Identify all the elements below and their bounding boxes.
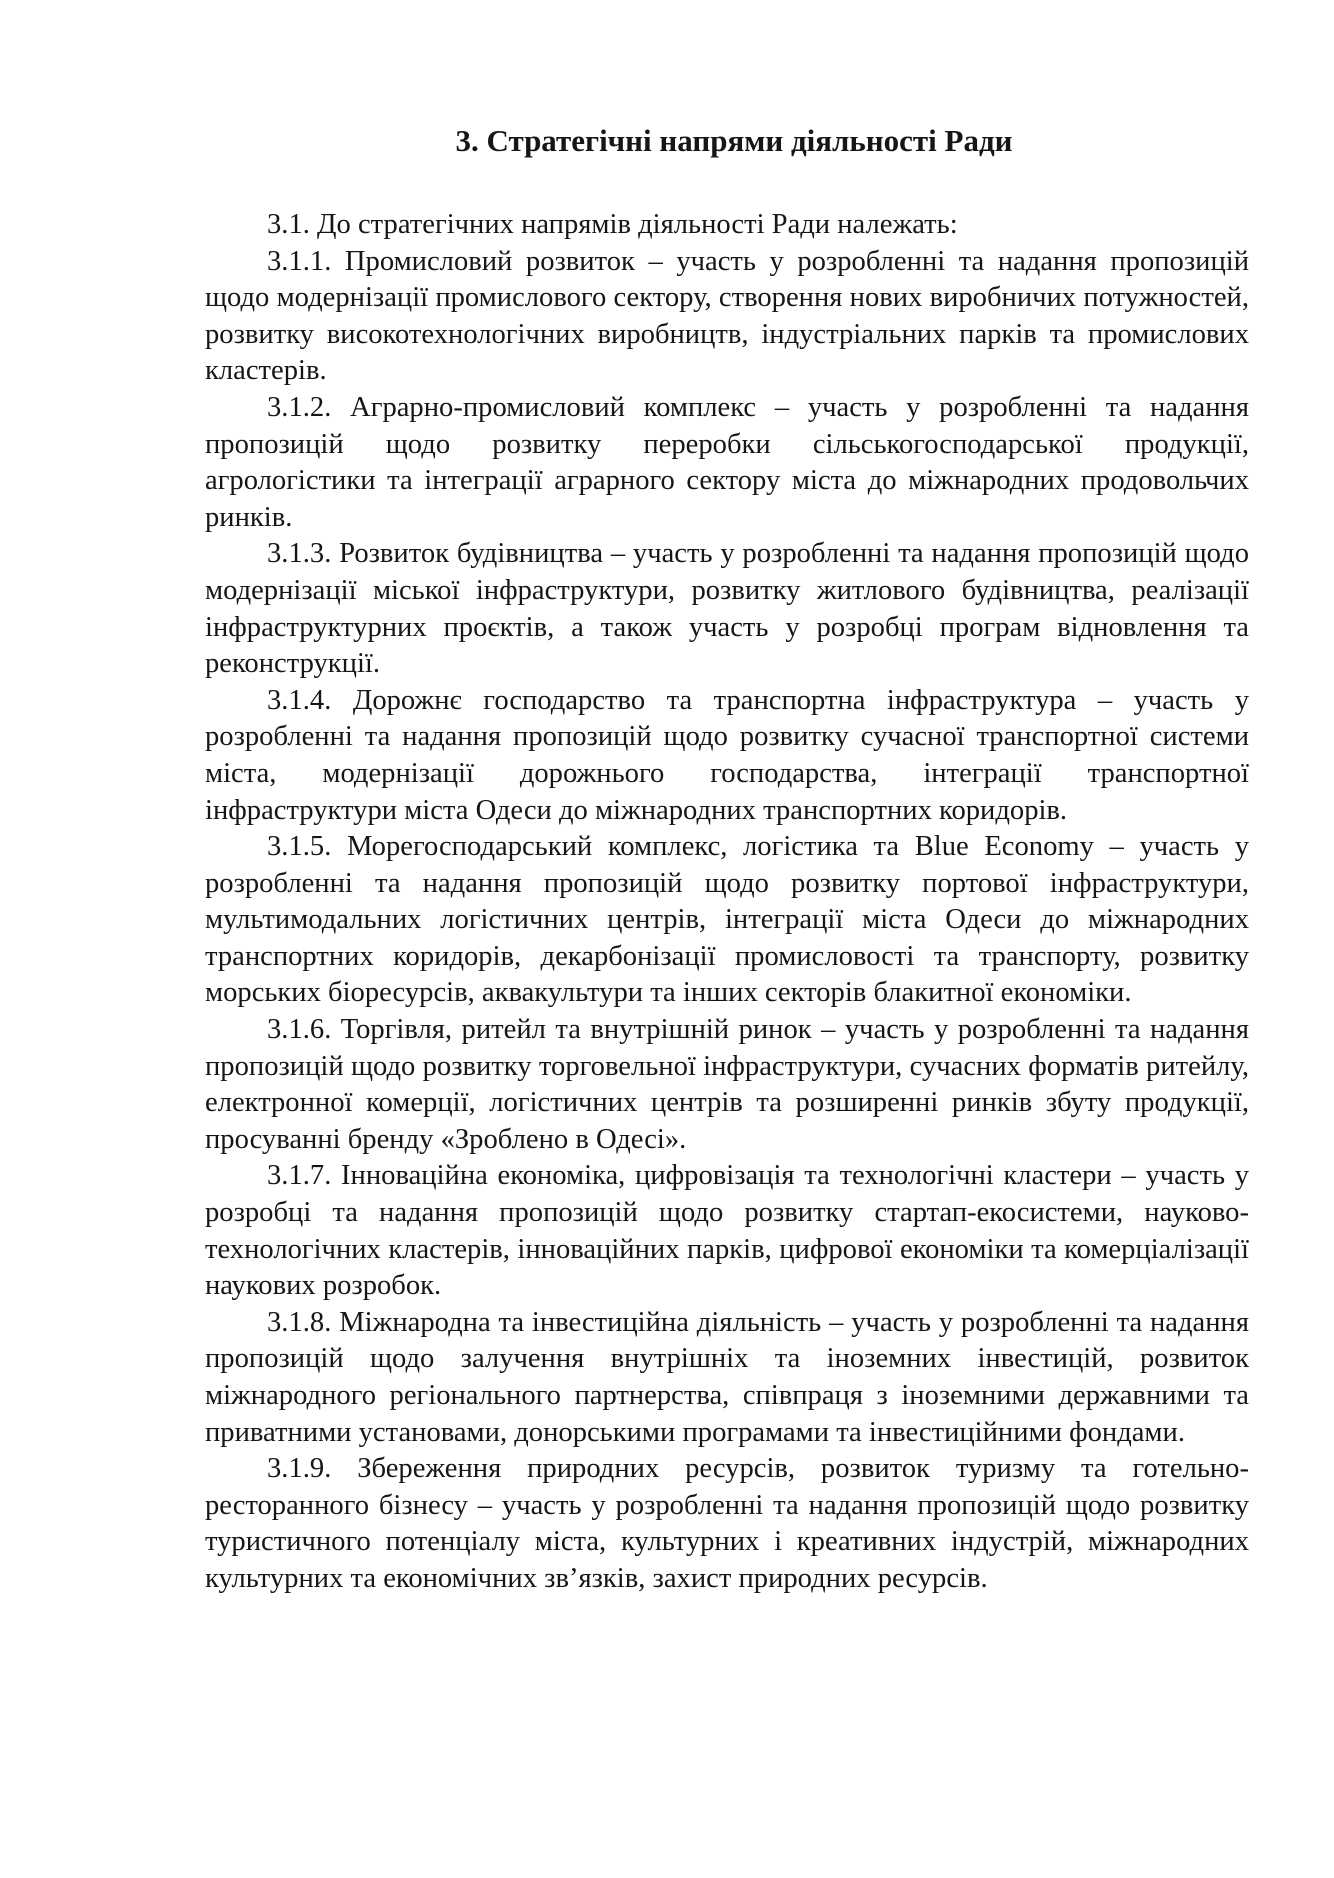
- document-page: [205, 122, 1249, 1598]
- section-heading: 3. Стратегічні напрями діяльності Ради: [455, 123, 1013, 158]
- list-item-3-1-3: 3.1.3. Розвиток будівництва – участь у розробленні та надання пропозицій щодо модернізації міської інфраструктури, розвитку житлового будівництва, реалізації інфраструктурних проєктів, а також участь у розробці програм відновлення та реконструкції.: [205, 538, 1249, 680]
- list-item-3-1-1: 3.1.1. Промисловий розвиток – участь у розробленні та надання пропозицій щодо модернізації промислового сектору, створення нових виробничих потужностей, розвитку високотехнологічних виробництв, індустріальних парків та промислових кластерів.: [205, 245, 1249, 387]
- list-item-3-1-8: 3.1.8. Міжнародна та інвестиційна діяльність – участь у розробленні та надання пропозицій щодо залучення внутрішніх та іноземних інвестицій, розвиток міжнародного регіонального партнерства, співпраця з іноземними державними та приватними установами, донорськими програмами та інвестиційними фондами.: [205, 1306, 1249, 1448]
- list-item-3-1-7: 3.1.7. Інноваційна економіка, цифровізація та технологічні кластери – участь у розробці та надання пропозицій щодо розвитку стартап-екосистеми, науково-технологічних кластерів, інноваційних парків, цифрової економіки та комерціалізації наукових розробок.: [205, 1160, 1249, 1302]
- list-item-3-1-9: 3.1.9. Збереження природних ресурсів, розвиток туризму та готельно-ресторанного бізнесу – участь у розробленні та надання пропозицій щодо розвитку туристичного потенціалу міста, культурних і креативних індустрій, міжнародних культурних та економічних зв’язків, захист природних ресурсів.: [205, 1453, 1249, 1594]
- list-item-3-1-4: 3.1.4. Дорожнє господарство та транспортна інфраструктура – участь у розробленні та надання пропозицій щодо розвитку сучасної транспортної системи міста, модернізації дорожнього господарства, інтеграції транспортної інфраструктури міста Одеси до міжнародних транспортних коридорів.: [205, 684, 1249, 826]
- intro-paragraph: 3.1. До стратегічних напрямів діяльності Ради належать:: [267, 209, 958, 240]
- list-item-3-1-5: 3.1.5. Морегосподарський комплекс, логістика та Blue Economy – участь у розробленні та надання пропозицій щодо розвитку портової інфраструктури, мультимодальних логістичних центрів, інтеграції міста Одеси до міжнародних транспортних коридорів, декарбонізації промисловості та транспорту, розвитку морських біоресурсів, аквакультури та інших секторів блакитної економіки.: [205, 831, 1249, 1009]
- list-item-3-1-6: 3.1.6. Торгівля, ритейл та внутрішній ринок – участь у розробленні та надання пропозицій щодо розвитку торговельної інфраструктури, сучасних форматів ритейлу, електронної комерції, логістичних центрів та розширенні ринків збуту продукції, просуванні бренду «Зроблено в Одесі».: [205, 1014, 1249, 1155]
- list-item-3-1-2: 3.1.2. Аграрно-промисловий комплекс – участь у розробленні та надання пропозицій щодо розвитку переробки сільськогосподарської продукції, агрологістики та інтеграції аграрного сектору міста до міжнародних продовольчих ринків.: [205, 391, 1249, 533]
